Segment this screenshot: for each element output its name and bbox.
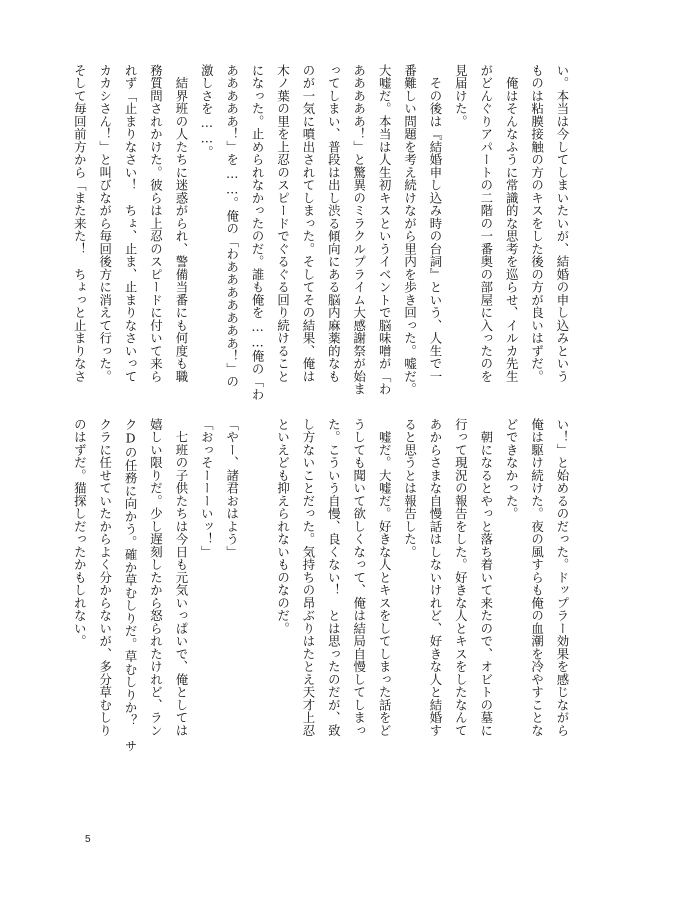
text-line: ると思うとは報告した。 [402, 418, 418, 559]
text-line: た。こういう自慢、良くない！ とは思ったのだが、致 [326, 418, 342, 737]
text-line: のが一気に噴出されてしまった。そしてその結果、俺は [300, 64, 316, 383]
text-line: 七班の子供たちは今日も元気いっぱいで、俺としては [173, 418, 189, 737]
text-line: がどんぐりアパートの二階の一番奥の部屋に入ったのを [478, 64, 494, 383]
text-line: その後は『結婚申し込み時の台詞』という、人生で一 [427, 64, 443, 383]
text-line: れず「止まりなさい！ ちょ、止ま、止まりなさいって [123, 64, 139, 383]
page-number: 5 [85, 834, 91, 845]
text-line: 行って現況の報告をした。好きな人とキスをしたなんて [453, 418, 469, 737]
text-line: い。本当は今してしまいたいが、結婚の申し込みという [555, 64, 570, 383]
text-line: ってしまい、普段は出し渋る傾向にある脳内麻薬的なも [326, 64, 342, 383]
text-line: うしても聞いて欲しくなって、俺は結局自慢してしまっ [351, 418, 367, 737]
lower-text-block [67, 418, 575, 753]
text-line: のはずだ。猫探しだったかもしれない。 [72, 418, 88, 648]
text-line: 嬉しい限りだ。少し遅刻したから怒られたけれど、ラン [148, 418, 164, 737]
text-line: 俺は駆け続けた。夜の風すらも俺の血潮を冷やすことな [529, 418, 545, 737]
text-line: 木ノ葉の里を上忍のスピードでぐるぐる回り続けること [275, 64, 291, 383]
text-line: あああああ！」を……。俺の「わあああああああ！」の [224, 64, 240, 388]
text-line: ものは粘膜接触の方のキスをした後の方が良いはずだ。 [529, 64, 545, 383]
text-line: 務質問されかけた。彼らは上忍のスピードに付いて来ら [148, 64, 164, 383]
text-line: になった。止められなかったのだ。誰も俺を……俺の「わ [250, 64, 266, 401]
text-line: 朝になるとやっと落ち着いて来たので、オビトの墓に [478, 418, 494, 737]
text-line: 見届けた。 [453, 64, 469, 128]
upper-text-block [67, 64, 575, 401]
text-line: クDの任務に向かう。確か草むしりだ。草むしりか？ サ [123, 418, 139, 753]
text-line: 「やー、諸君おはよう」 [224, 418, 240, 559]
text-line: といえども抑えられないものなのだ。 [275, 418, 291, 635]
text-line: 大嘘だ。本当は人生初キスというイベントで脳味噌が「わ [377, 64, 393, 396]
text-line: い！」と始めるのだった。ドップラー効果を感じながら [555, 418, 570, 737]
text-line [245, 418, 270, 734]
text-line: 激しさを……。 [199, 64, 215, 159]
text-line: あからさまな自慢話はしないけれど、好きな人と結婚す [427, 418, 443, 737]
text-line: どできなかった。 [504, 418, 520, 520]
text-line: あああああ！」と驚異のミラクルプライム大感謝祭が始ま [351, 64, 367, 396]
text-line: し方ないことだった。気持ちの昂ぶりはたとえ天才上忍 [300, 418, 316, 737]
text-line: 結界班の人たちに迷惑がられ、警備当番にも何度も職 [173, 64, 189, 383]
text-line: 「おっそーーーいッ！」 [199, 418, 215, 559]
text-line: 番難しい問題を考え続けながら里内を歩き回った。嘘だ。 [402, 64, 418, 396]
text-line: クラに任せていたからよく分からないが、多分草むしり [97, 418, 113, 737]
text-line: そして毎回前方から「また来た！ ちょっと止まりなさ [72, 64, 88, 383]
text-line: カカシさん！」と叫びながら毎回後方に消えて行った。 [97, 64, 113, 383]
text-line: 俺はそんなふうに常識的な思考を巡らせ、イルカ先生 [504, 64, 520, 383]
text-line: 嘘だ。大嘘だ。好きな人とキスをしてしまった話をど [377, 418, 393, 737]
